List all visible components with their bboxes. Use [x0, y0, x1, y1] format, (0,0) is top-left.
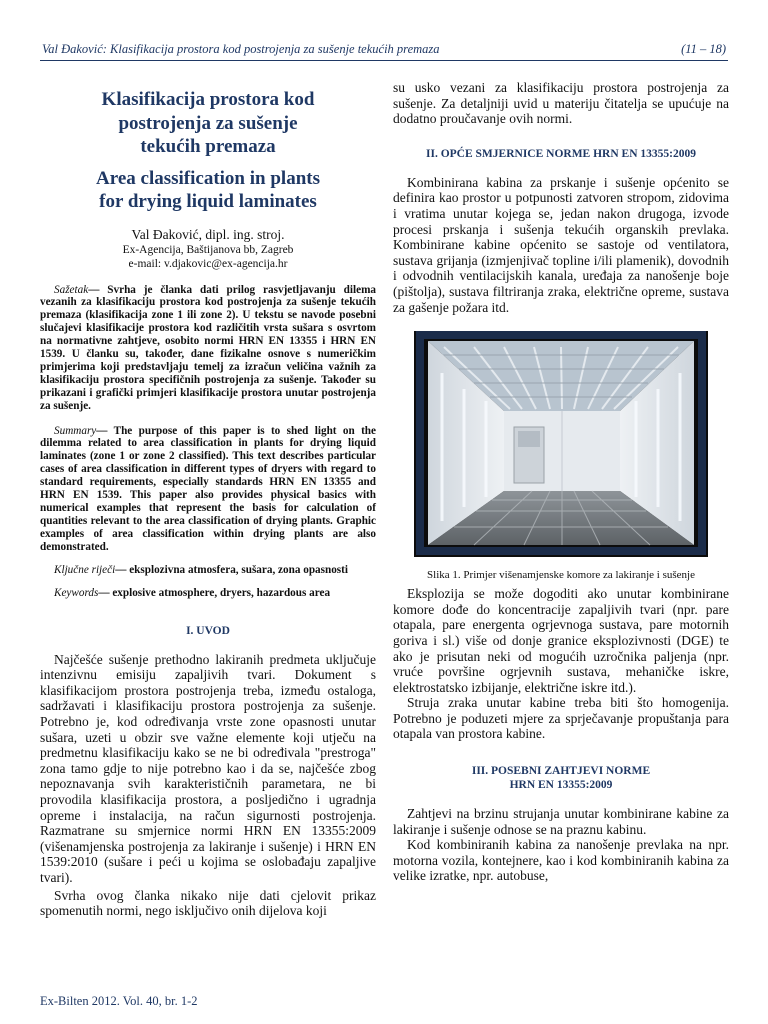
airflow-paragraph: Struja zraka unutar kabine treba biti što homogenija. Potrebno je poduzeti mjere za sprječavanje propuštanja para otapala van prostora kabine.	[393, 695, 729, 742]
author-email[interactable]: e-mail: v.djakovic@ex-agencija.hr	[128, 258, 288, 270]
figure-spray-booth-photo	[414, 331, 708, 557]
intro-paragraph-1: Najčešće sušenje prethodno lakiranih predmeta uključuje intenzivnu emisiju zapaljivih tvari. Dokument s klasifikacijom prostora postrojenja treba, između ostaloga, sadržavati i klasifikaciju prostora postrojenja za sušenje. Potrebno je, kod određivanja vrste zone opasnosti unutar sušara, uzeti u obzir sve važne elemente koji utječu na predmetnu klasifikaciju kako se ne bi određivala "prestroga" zona tamo gdje to nije potrebno kao i da se, najčešće zbog nepoznavanja svih karakterističnih parametara, ne bi provodila klasifikacija prostora, a posljedično i ugradnja opreme i instalacija, na račun sigurnosti postrojenja. Razmatrane su smjernice normi HRN EN 13355:2009 (višenamjenska postrojenja za lakiranje i sušenje) i HRN EN 1539:2010 (sušare i peći u kojima se oslobađaju zapaljive tvari).	[40, 651, 376, 885]
page-footer: Ex-Bilten 2012. Vol. 40, br. 1-2	[40, 994, 198, 1008]
figure-caption: Slika 1. Primjer višenamjenske komore za lakiranje i sušenje	[427, 569, 695, 582]
explosion-paragraph: Eksplozija se može dogoditi ako unutar kombinirane komore dođe do koncentracije zapaljivih tvari (npr. pare otapala, pare energenta ogrjevnoga sustava, pare motornih goriva i sl.) više od donje granice eksplozivnosti (DGE) te ako je prisutan neki od mogućih uzročnika paljenja (npr. vruće površine ogrjevnih sustava, mehaničke iskre, elektrostatsko izbijanje, električne iskre itd.).	[393, 586, 729, 695]
abstract-english: Summary— The purpose of this paper is to shed light on the dilemma related to area classification in plants for drying liquid laminates (zone 1 or zone 2 classified). This text describes particular cases of area classification in different types of dryers with regard to standard requirements, especially standards HRN EN 13355 and HRN EN 1539. This paper also provides physical basics with numerical examples that represent the basis for calculation of quantities relevant to the area classification of drying plants. Graphic examples of area classification within drying plants are also demonstrated.	[40, 424, 376, 553]
section-heading-general: II. OPĆE SMJERNICE NORME HRN EN 13355:2009	[426, 147, 696, 160]
running-header	[40, 40, 728, 61]
right-column	[393, 80, 729, 884]
title-english: Area classification in plants for drying liquid laminates	[96, 167, 320, 212]
section-heading-special: III. POSEBNI ZAHTJEVI NORME HRN EN 13355:2009	[471, 765, 651, 792]
special-paragraph-2: Kod kombiniranih kabina za nanošenje prevlaka na npr. motorna vozila, kontejnere, kao i kod kombiniranih kabina za velike izratke, npr. autobuse,	[393, 837, 729, 884]
header-pages: (11 – 18)	[681, 42, 726, 56]
header-title: Val Đaković: Klasifikacija prostora kod postrojenja za sušenje tekućih premaza	[42, 42, 440, 56]
left-column	[40, 80, 376, 919]
continued-paragraph: su usko vezani za klasifikaciju prostora postrojenja za sušenje. Za detaljniji uvid u materiju čitatelja se upućuje na dodatno proučavanje ovih normi.	[393, 80, 729, 127]
abstract-croatian: Sažetak— Svrha je članka dati prilog rasvjetljavanju dilema vezanih za klasifikaciju prostora kod postrojenja za sušenje tekućih premaza (klasifikacija zone 1 ili zone 2). U tekstu se navode posebni slučajevi klasifikacije prostora kod različitih vrsta sušara s osvrtom na normativne zahtjeve, osobito normi HRN EN 13355 i HRN EN 1539. U članku su, također, dane fizikalne osnove s numeričkim primjerima koji predstavljaju temelj za izračun veličina važnih za klasifikaciju prostora specifičnih postrojenja za sušenje. Također su prikazani i grafički primjeri klasifikacije prostora unutar postrojenja za sušenje.	[40, 283, 376, 412]
keywords-english: Keywords— explosive atmosphere, dryers, hazardous area	[54, 586, 331, 599]
general-paragraph-1: Kombinirana kabina za prskanje i sušenje općenito se definira kao prostor u potpunosti zatvoren stropom, zidovima i vratima unutar kojega se, jedan nakon drugoga, izvode procesi prskanja i sušenja tekućih organskih prevlaka. Kombinirane kabine općenito se sastoje od ventilatora, sustava grijanja (izmjenjivač topline i/ili plamenik), dovodnih i odvodnih ventilacijskih kanala, uređaja za nanošenje boje (pištolja), sustava filtriranja zraka, električne opreme, sustava za gašenje požara itd.	[393, 174, 729, 315]
author-name: Val Đaković, dipl. ing. stroj.	[131, 226, 285, 242]
intro-paragraph-2: Svrha ovog članka nikako nije dati cjelovit prikaz spomenutih normi, nego isključivo onih dijelova koji	[40, 887, 376, 919]
author-affiliation: Ex-Agencija, Baštijanova bb, Zagreb	[122, 243, 294, 256]
keywords-croatian: Ključne riječi— eksplozivna atmosfera, sušara, zona opasnosti	[54, 563, 348, 576]
section-heading-intro: I. UVOD	[186, 624, 230, 637]
title-croatian: Klasifikacija prostora kod postrojenja za sušenje tekućih premaza	[101, 89, 315, 157]
spray-booth-illustration	[414, 331, 708, 557]
special-paragraph-1: Zahtjevi na brzinu strujanja unutar kombinirane kabine za lakiranje i sušenje odnose se na praznu kabinu.	[393, 806, 729, 837]
